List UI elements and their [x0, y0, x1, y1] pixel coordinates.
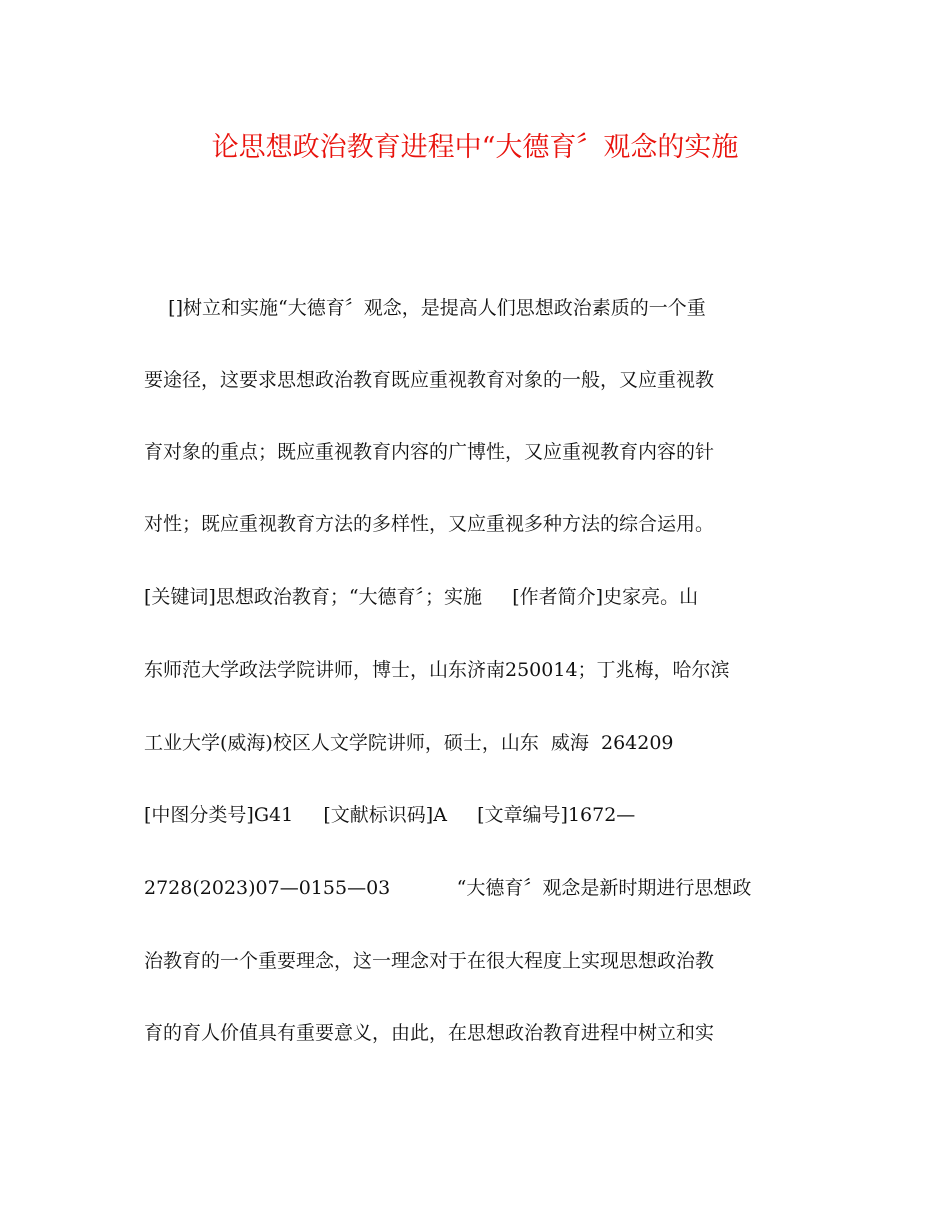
body-line-9: 2728(2023)07—0155—03 “大德育〞观念是新时期进行思想政 — [144, 877, 752, 899]
body-line-10: 治教育的一个重要理念，这一理念对于在很大程度上实现思想政治教 — [144, 950, 715, 972]
body-line-3: 育对象的重点；既应重视教育内容的广博性，又应重视教育内容的针 — [144, 441, 715, 463]
document-title: 论思想政治教育进程中“大德育〞观念的实施 — [211, 132, 739, 163]
body-line-6: 东师范大学政法学院讲师，博士，山东济南250014；丁兆梅，哈尔滨 — [144, 659, 730, 681]
body-line-11: 育的育人价值具有重要意义，由此，在思想政治教育进程中树立和实 — [144, 1022, 715, 1044]
body-line-5: [关键词]思想政治教育；“大德育〞；实施 [作者简介]史家亮。山 — [144, 586, 699, 608]
body-line-8: [中图分类号]G41 [文献标识码]A [文章编号]1672— — [144, 804, 636, 826]
body-line-1: []树立和实施“大德育〞观念，是提高人们思想政治素质的一个重 — [144, 297, 706, 319]
body-line-4: 对性；既应重视教育方法的多样性，又应重视多种方法的综合运用。 — [144, 513, 715, 535]
body-line-7: 工业大学(威海)校区人文学院讲师，硕士，山东 威海 264209 — [144, 732, 674, 754]
body-line-2: 要途径，这要求思想政治教育既应重视教育对象的一般，又应重视教 — [144, 369, 715, 391]
